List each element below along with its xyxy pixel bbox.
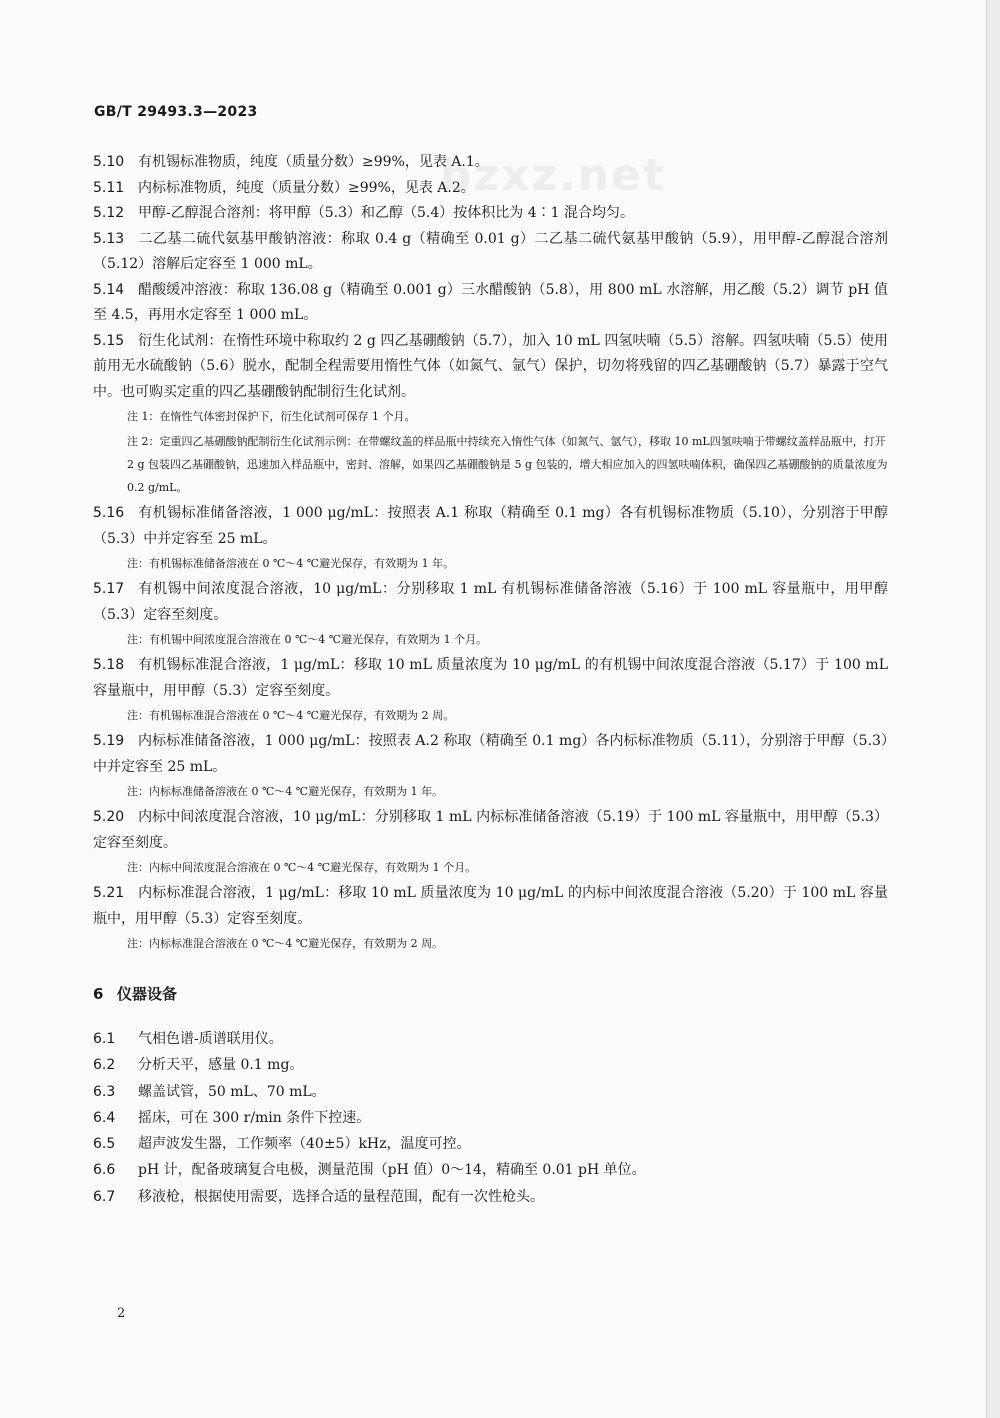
clause-number: 5.16 — [93, 505, 125, 521]
clause-text: 内标标准物质，纯度（质量分数）≥99%，见表 A.2。 — [138, 179, 475, 196]
clause-5-19 — [93, 729, 888, 780]
clause-number: 5.12 — [93, 205, 125, 221]
clause-number: 6.4 — [93, 1109, 116, 1126]
clause-text: 醋酸缓冲溶液：称取 136.08 g（精确至 0.001 g）三水醋酸钠（5.8），用 800 mL 水溶解，用乙酸（5.2）调节 pH 值至 4.5，再用水定容至 1 000 mL。 — [93, 281, 888, 323]
clause-6-4 — [93, 1105, 888, 1131]
clause-text: 内标标准储备溶液，1 000 μg/mL：按照表 A.2 称取（精确至 0.1 mg）各内标标准物质（5.11），分别溶于甲醇（5.3）中并定容至 25 mL。 — [93, 733, 888, 775]
clause-number: 5.15 — [93, 332, 125, 349]
clause-5-21 — [93, 881, 888, 932]
note-5-19: 注：内标标准储备溶液在 0 ℃～4 ℃避光保存，有效期为 1 年。 — [127, 785, 444, 798]
clause-6-5 — [93, 1131, 888, 1157]
clause-number: 6.3 — [93, 1083, 116, 1100]
clause-6-1 — [93, 1026, 888, 1052]
section-number: 6 — [93, 985, 104, 1003]
clause-number: 5.10 — [93, 154, 125, 170]
clause-number: 6.6 — [93, 1162, 116, 1179]
clause-number: 5.18 — [93, 657, 125, 673]
clause-6-7 — [93, 1184, 888, 1210]
clause-6-3 — [93, 1079, 888, 1105]
clause-6-6 — [93, 1157, 888, 1183]
clause-text: 内标标准混合溶液，1 μg/mL：移取 10 mL 质量浓度为 10 μg/mL 的内标中间浓度混合溶液（5.20）于 100 mL 容量瓶中，用甲醇（5.3）定容至刻度。 — [93, 885, 888, 927]
note-5-20: 注：内标中间浓度混合溶液在 0 ℃～4 ℃避光保存，有效期为 1 个月。 — [127, 861, 477, 874]
clause-5-11 — [93, 176, 888, 202]
clause-number: 6.5 — [93, 1136, 116, 1153]
page-content — [93, 150, 888, 1210]
section-heading-6 — [93, 983, 888, 1004]
clause-number: 6.2 — [93, 1057, 116, 1074]
clause-number: 5.20 — [93, 809, 125, 825]
section-title: 仪器设备 — [117, 985, 178, 1003]
clause-text: 超声波发生器，工作频率（40±5）kHz，温度可控。 — [138, 1136, 471, 1153]
clause-text: 移液枪，根据使用需要，选择合适的量程范围，配有一次性枪头。 — [138, 1188, 544, 1205]
clause-5-10 — [93, 150, 888, 176]
clause-5-13 — [93, 227, 888, 278]
clause-number: 5.13 — [93, 230, 125, 247]
note-5-17: 注：有机锡中间浓度混合溶液在 0 ℃～4 ℃避光保存，有效期为 1 个月。 — [127, 633, 488, 646]
clause-text: 气相色谱-质谱联用仪。 — [138, 1031, 283, 1047]
clause-number: 6.1 — [93, 1031, 116, 1047]
clause-text: 螺盖试管，50 mL、70 mL。 — [138, 1083, 326, 1100]
clause-number: 5.11 — [93, 179, 125, 196]
clause-5-16 — [93, 501, 888, 552]
clause-text: 内标中间浓度混合溶液，10 μg/mL：分别移取 1 mL 内标标准储备溶液（5.19）于 100 mL 容量瓶中，用甲醇（5.3）定容至刻度。 — [93, 809, 888, 851]
clause-number: 5.19 — [93, 733, 125, 749]
note-5-18: 注：有机锡标准混合溶液在 0 ℃～4 ℃避光保存，有效期为 2 周。 — [127, 709, 455, 722]
clause-text: 二乙基二硫代氨基甲酸钠溶液：称取 0.4 g（精确至 0.01 g）二乙基二硫代氨基甲酸钠（5.9），用甲醇-乙醇混合溶剂（5.12）溶解后定容至 1 000 mL。 — [93, 230, 888, 272]
clause-list-6 — [93, 1026, 888, 1210]
note-5-15-2: 注 2：定重四乙基硼酸钠配制衍生化试剂示例：在带螺纹盖的样品瓶中持续充入惰性气体（如氮气、氩气），移取 10 mL四氢呋喃于带螺纹盖样品瓶中，打开 2 g 包装四乙基硼酸钠，迅速加入样品瓶中，密封、溶解，如果四乙基硼酸钠是 5 g 包装的，增大相应加入的四氢呋喃体积，确保四乙基硼酸钠的质量浓度为 0.2 g/mL。 — [127, 435, 888, 494]
clause-text: 有机锡标准物质，纯度（质量分数）≥99%，见表 A.1。 — [138, 154, 489, 170]
clause-5-17 — [93, 577, 888, 628]
clause-text: pH 计，配备玻璃复合电极，测量范围（pH 值）0～14，精确至 0.01 pH 单位。 — [138, 1162, 646, 1179]
standard-number-header: GB/T 29493.3—2023 — [94, 104, 258, 120]
clause-number: 5.17 — [93, 581, 125, 597]
note-5-15-1: 注 1：在惰性气体密封保护下，衍生化试剂可保存 1 个月。 — [127, 410, 416, 423]
clause-list-5 — [93, 150, 888, 955]
note-5-21: 注：内标标准混合溶液在 0 ℃～4 ℃避光保存，有效期为 2 周。 — [127, 937, 444, 950]
clause-text: 摇床，可在 300 r/min 条件下控速。 — [138, 1109, 371, 1126]
clause-text: 有机锡标准混合溶液，1 μg/mL：移取 10 mL 质量浓度为 10 μg/mL 的有机锡中间浓度混合溶液（5.17）于 100 mL 容量瓶中，用甲醇（5.3）定容至刻度。 — [93, 657, 888, 699]
clause-number: 5.21 — [93, 885, 125, 901]
watermark: bzxz.net — [440, 150, 667, 201]
note-5-16: 注：有机锡标准储备溶液在 0 ℃～4 ℃避光保存，有效期为 1 年。 — [127, 557, 455, 570]
clause-5-18 — [93, 653, 888, 704]
clause-5-12 — [93, 201, 888, 227]
clause-text: 有机锡标准储备溶液，1 000 μg/mL：按照表 A.1 称取（精确至 0.1 mg）各有机锡标准物质（5.10），分别溶于甲醇（5.3）中并定容至 25 mL。 — [93, 505, 888, 547]
clause-5-15 — [93, 329, 888, 406]
clause-text: 有机锡中间浓度混合溶液，10 μg/mL：分别移取 1 mL 有机锡标准储备溶液（5.16）于 100 mL 容量瓶中，用甲醇（5.3）定容至刻度。 — [93, 581, 888, 623]
clause-text: 分析天平，感量 0.1 mg。 — [138, 1057, 304, 1074]
clause-5-14 — [93, 278, 888, 329]
page-number: 2 — [117, 1306, 126, 1321]
clause-6-2 — [93, 1052, 888, 1078]
clause-5-20 — [93, 805, 888, 856]
clause-number: 5.14 — [93, 281, 125, 298]
clause-text: 甲醇-乙醇混合溶剂：将甲醇（5.3）和乙醇（5.4）按体积比为 4∶1 混合均匀。 — [138, 205, 634, 221]
clause-text: 衍生化试剂：在惰性环境中称取约 2 g 四乙基硼酸钠（5.7），加入 10 mL 四氢呋喃（5.5）溶解。四氢呋喃（5.5）使用前用无水硫酸钠（5.6）脱水，配制全程需要用惰性气体（如氮气、氩气）保护，切勿将残留的四乙基硼酸钠（5.7）暴露于空气中。也可购买定重的四乙基硼酸钠配制衍生化试剂。 — [93, 332, 888, 400]
page-edge — [987, 0, 1000, 1418]
clause-number: 6.7 — [93, 1188, 116, 1205]
